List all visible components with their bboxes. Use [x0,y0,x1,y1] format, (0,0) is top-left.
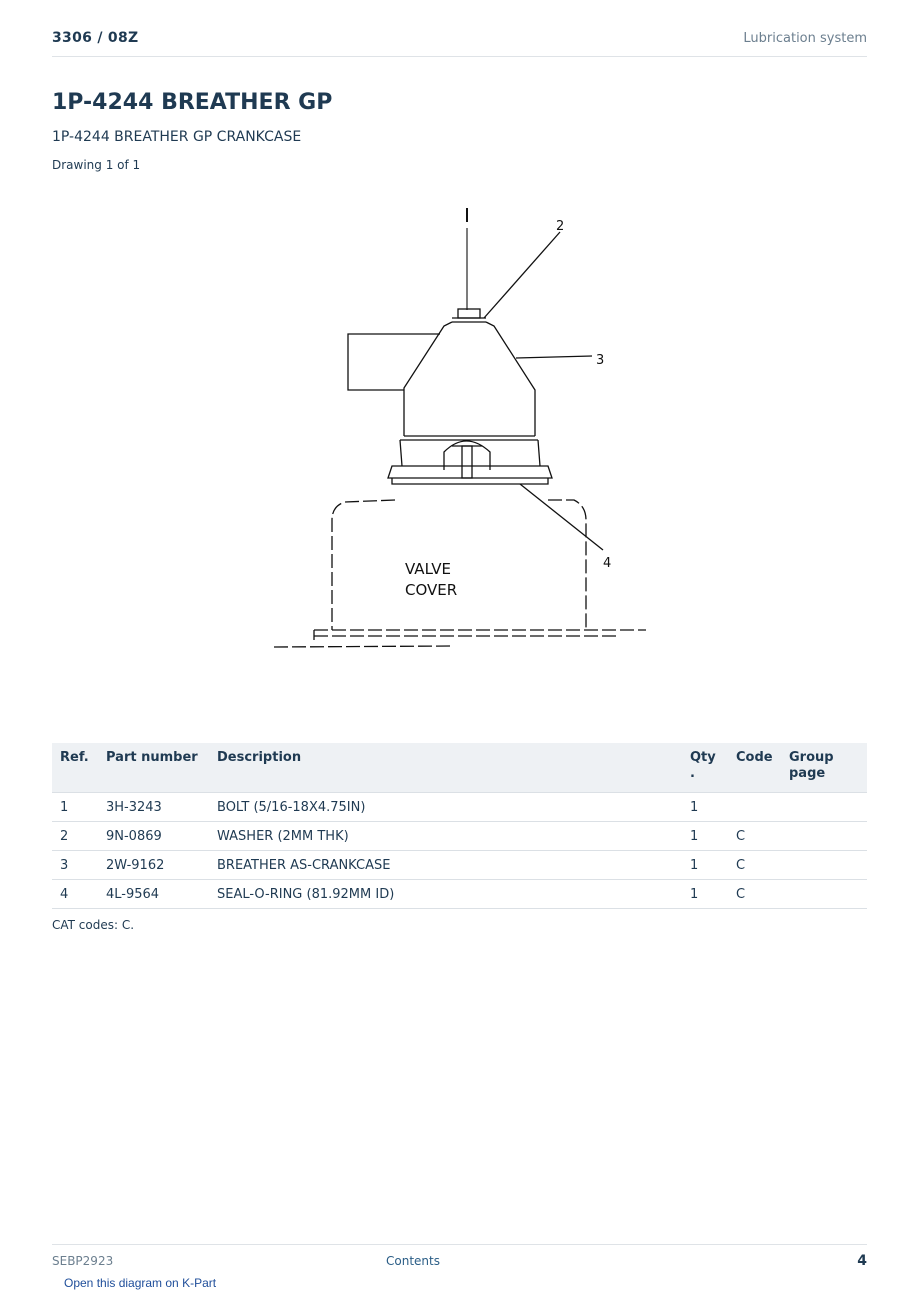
cell-description: BOLT (5/16-18X4.75IN) [209,793,682,822]
cell-part-number: 4L-9564 [98,880,209,909]
document-number: SEBP2923 [52,1254,114,1268]
callout-2: 2 [556,219,565,234]
parts-table [52,743,867,909]
cell-group-page [781,851,867,880]
cat-codes-note: CAT codes: C. [52,918,135,932]
cell-qty: 1 [682,851,728,880]
cell-code [728,793,781,822]
cell-part-number: 3H-3243 [98,793,209,822]
cell-qty: 1 [682,793,728,822]
col-header-code: Code [728,743,781,793]
table-row [52,880,867,909]
valve-cover-label-line1: VALVE [405,560,452,578]
cell-part-number: 2W-9162 [98,851,209,880]
page-number: 4 [857,1253,867,1269]
cell-qty: 1 [682,880,728,909]
drawing-count: Drawing 1 of 1 [52,158,141,172]
page-subtitle: 1P-4244 BREATHER GP CRANKCASE [52,129,302,145]
page-footer [52,1244,867,1275]
callout-4: 4 [603,556,612,571]
cell-ref: 4 [52,880,98,909]
page-title: 1P-4244 BREATHER GP [52,90,333,115]
cell-group-page [781,793,867,822]
kpart-link[interactable]: Open this diagram on K-Part [64,1276,217,1290]
cell-qty: 1 [682,822,728,851]
page-header [52,28,867,57]
valve-cover-label-line2: COVER [405,581,458,599]
cell-code: C [728,822,781,851]
cell-description: SEAL-O-RING (81.92MM ID) [209,880,682,909]
col-header-qty: Qty . [682,743,728,793]
section-name: Lubrication system [743,31,867,46]
cell-ref: 1 [52,793,98,822]
cell-ref: 3 [52,851,98,880]
model-code: 3306 / 08Z [52,30,139,46]
table-header-row [52,743,867,793]
cell-code: C [728,880,781,909]
col-header-ref: Ref. [52,743,98,793]
contents-link[interactable]: Contents [386,1254,440,1268]
col-header-group-page: Group page [781,743,867,793]
col-header-description: Description [209,743,682,793]
table-row [52,793,867,822]
table-row [52,822,867,851]
cell-group-page [781,880,867,909]
cell-group-page [781,822,867,851]
callout-3: 3 [596,353,605,368]
cell-description: WASHER (2MM THK) [209,822,682,851]
breather-diagram [260,200,660,700]
cell-code: C [728,851,781,880]
cell-part-number: 9N-0869 [98,822,209,851]
cell-ref: 2 [52,822,98,851]
table-row [52,851,867,880]
cell-description: BREATHER AS-CRANKCASE [209,851,682,880]
col-header-part-number: Part number [98,743,209,793]
